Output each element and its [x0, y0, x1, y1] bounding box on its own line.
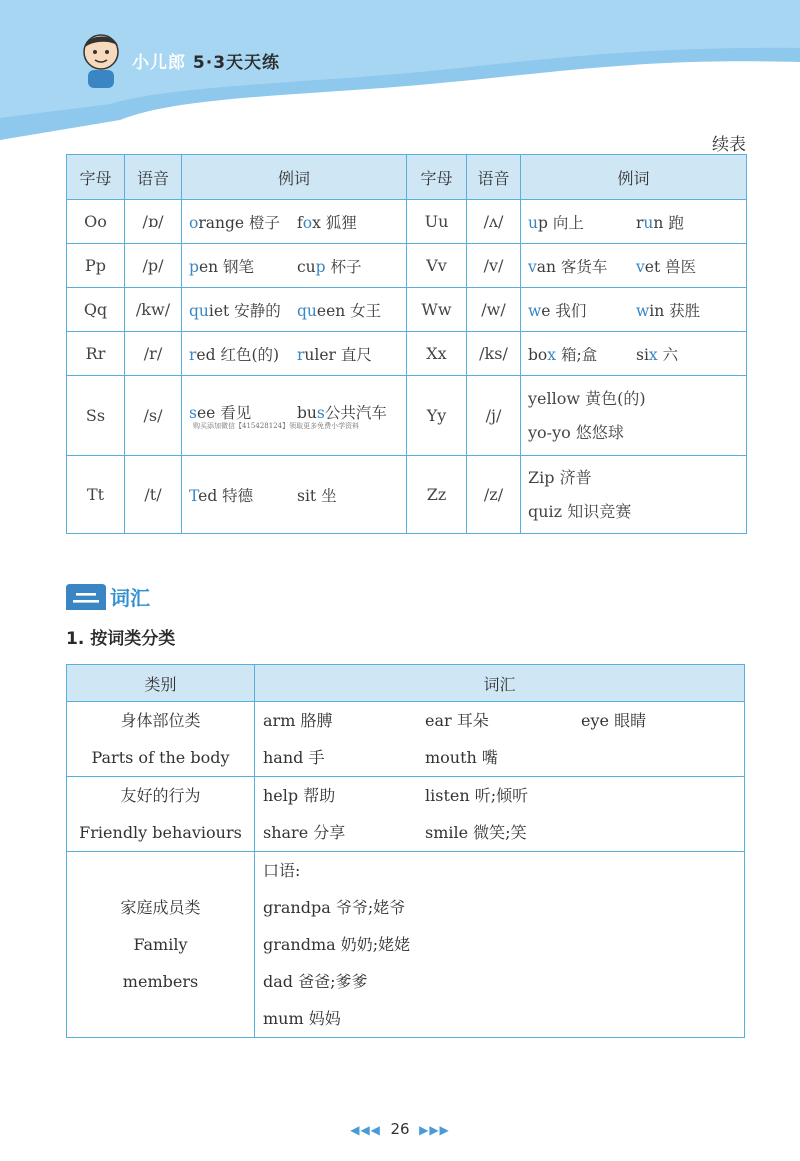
- vocab-word: mouth 嘴: [425, 748, 498, 767]
- sound-cell: /s/: [125, 376, 182, 456]
- word-rest: 箱;盒: [556, 345, 598, 364]
- word-prefix: qui: [528, 501, 554, 521]
- category-label: 友好的行为: [120, 786, 201, 805]
- brand-logo: [132, 48, 280, 73]
- category-cell: [67, 852, 255, 1038]
- word-rest: 知识竞赛: [562, 501, 632, 521]
- example-cell: [182, 332, 407, 376]
- category-label: Parts of the body: [91, 748, 230, 767]
- word-rest: e 我们: [541, 301, 587, 320]
- example-word: [528, 299, 636, 321]
- word-rest: range 橙子: [198, 213, 280, 232]
- word-rest: ed 红色(的): [196, 345, 280, 364]
- sound-cell: /ʌ/: [467, 200, 521, 244]
- word-prefix: r: [636, 213, 644, 232]
- phonics-row: [67, 288, 747, 332]
- word-highlight: y: [528, 388, 538, 408]
- vocab-word: help 帮助: [263, 786, 336, 805]
- word-line: [263, 777, 744, 814]
- brand-name: 小儿郎: [132, 53, 186, 73]
- example-word: [528, 382, 746, 416]
- word-highlight: u: [528, 213, 538, 232]
- example-cell: [182, 456, 407, 534]
- vocab-word: smile 微笑;笑: [425, 823, 527, 842]
- word-prefix: cu: [297, 257, 316, 276]
- word-highlight: w: [636, 301, 650, 320]
- header-letter: 字母: [67, 155, 125, 200]
- brand-series-name: 天天练: [226, 53, 281, 73]
- brand-series-num: 5·3: [192, 53, 227, 73]
- example-word: [297, 484, 405, 506]
- word-prefix: si: [636, 345, 649, 364]
- example-cell: [521, 376, 747, 456]
- category-cell: [67, 702, 255, 777]
- header-words: 词汇: [255, 665, 745, 702]
- header-example: 例词: [521, 155, 747, 200]
- sound-cell: /j/: [467, 376, 521, 456]
- letter-cell: Ss: [67, 376, 125, 456]
- phonics-row: [67, 200, 747, 244]
- example-word: [297, 211, 405, 233]
- vocab-word: grandma 奶奶;姥姥: [263, 935, 411, 954]
- word-highlight: o: [189, 213, 199, 232]
- word-highlight: v: [636, 257, 645, 276]
- example-word: [528, 461, 746, 495]
- category-label: Friendly behaviours: [79, 823, 242, 842]
- word-highlight: z: [553, 501, 563, 521]
- example-word: [189, 211, 297, 233]
- vocab-table: [66, 664, 745, 1038]
- example-cell: [521, 288, 747, 332]
- vocab-header-row: [67, 665, 745, 702]
- word-highlight: x: [648, 345, 658, 364]
- continued-label: 续表: [712, 135, 746, 155]
- word-highlight: y: [528, 422, 538, 442]
- word-highlight: T: [189, 486, 199, 505]
- page-number: 26: [390, 1120, 410, 1138]
- word-rest: an 客货车: [536, 257, 608, 276]
- letter-cell: Rr: [67, 332, 125, 376]
- word-rest: et 兽医: [644, 257, 697, 276]
- vocab-word: ear 耳朵: [425, 711, 489, 730]
- example-word: [297, 401, 405, 423]
- word-line: [263, 852, 744, 889]
- vocab-word: listen 听;倾听: [425, 786, 529, 805]
- word-highlight: w: [528, 301, 542, 320]
- word-rest: ee 看见: [196, 403, 252, 422]
- example-word: [636, 299, 744, 321]
- word-prefix: bu: [297, 403, 317, 422]
- example-word: [189, 299, 297, 321]
- words-cell: [255, 777, 745, 852]
- letter-cell: Ww: [407, 288, 467, 332]
- phonics-row: [67, 244, 747, 288]
- category-label: members: [122, 972, 199, 991]
- word-prefix: f: [297, 213, 303, 232]
- example-word: [528, 211, 636, 233]
- vocab-row: [67, 777, 745, 852]
- sound-cell: /r/: [125, 332, 182, 376]
- letter-cell: Tt: [67, 456, 125, 534]
- example-word: [528, 416, 746, 450]
- word-highlight: qu: [297, 301, 317, 320]
- word-highlight: v: [528, 257, 537, 276]
- vocab-word: arm 胳膊: [263, 711, 333, 730]
- word-rest: o-yo 悠悠球: [537, 422, 624, 442]
- example-word: [189, 484, 297, 506]
- vocab-word: dad 爸爸;爹爹: [263, 972, 368, 991]
- example-word: [636, 255, 744, 277]
- word-rest: 公共汽车: [324, 403, 387, 422]
- example-stack: [528, 461, 746, 529]
- example-cell: [182, 200, 407, 244]
- word-highlight: u: [643, 213, 654, 232]
- word-prefix: bo: [528, 345, 548, 364]
- word-rest: n 跑: [653, 213, 684, 232]
- letter-cell: Xx: [407, 332, 467, 376]
- word-prefix: sit 坐: [297, 486, 337, 505]
- letter-cell: Vv: [407, 244, 467, 288]
- section-number-badge: [66, 584, 106, 610]
- example-word: [528, 495, 746, 529]
- words-cell: [255, 702, 745, 777]
- word-highlight: r: [189, 345, 197, 364]
- vocab-row: [67, 852, 745, 1038]
- category-label: 家庭成员类: [120, 898, 201, 917]
- sound-cell: /w/: [467, 288, 521, 332]
- example-cell: [521, 456, 747, 534]
- sound-cell: /p/: [125, 244, 182, 288]
- vocab-word: eye 眼睛: [581, 711, 647, 730]
- vocab-word: 口语:: [263, 861, 301, 880]
- word-highlight: p: [315, 257, 326, 276]
- example-cell: [182, 244, 407, 288]
- letter-cell: Oo: [67, 200, 125, 244]
- word-line: [263, 739, 744, 776]
- example-cell: [182, 376, 407, 456]
- word-rest: 杯子: [325, 257, 362, 276]
- next-arrows-icon: ▶▶▶: [419, 1123, 450, 1137]
- example-word: [189, 343, 297, 365]
- example-word: [189, 255, 297, 277]
- phonics-row: [67, 456, 747, 534]
- header-sound: 语音: [125, 155, 182, 200]
- page-footer: [0, 1120, 800, 1138]
- mascot-icon: [78, 30, 124, 90]
- category-cell: [67, 777, 255, 852]
- phonics-table: [66, 154, 747, 534]
- example-word: [297, 255, 405, 277]
- header-sound: 语音: [467, 155, 521, 200]
- example-word: [528, 343, 636, 365]
- header-letter: 字母: [407, 155, 467, 200]
- word-rest: ellow 黄色(的): [537, 388, 646, 408]
- word-rest: 六: [657, 345, 679, 364]
- phonics-row: [67, 376, 747, 456]
- example-word: [636, 343, 744, 365]
- example-word: [636, 211, 744, 233]
- vocab-word: share 分享: [263, 823, 346, 842]
- example-cell: [521, 332, 747, 376]
- category-label: 身体部位类: [120, 711, 201, 730]
- sound-cell: /v/: [467, 244, 521, 288]
- word-line: [263, 814, 744, 851]
- letter-cell: Yy: [407, 376, 467, 456]
- category-label: Family: [133, 935, 188, 954]
- sound-cell: /kw/: [125, 288, 182, 332]
- section-subtitle: 1. 按词类分类: [66, 629, 176, 649]
- word-line: [263, 702, 744, 739]
- prev-arrows-icon: ◀◀◀: [350, 1123, 381, 1137]
- word-line: [263, 963, 744, 1000]
- word-highlight: Z: [528, 467, 540, 487]
- example-word: [297, 299, 405, 321]
- header-category: 类别: [67, 665, 255, 702]
- example-stack: [528, 382, 746, 450]
- word-rest: een 女王: [316, 301, 382, 320]
- word-rest: uler 直尺: [304, 345, 372, 364]
- vocab-row: [67, 702, 745, 777]
- example-cell: [182, 288, 407, 332]
- phonics-header-row: [67, 155, 747, 200]
- letter-cell: Pp: [67, 244, 125, 288]
- sound-cell: /t/: [125, 456, 182, 534]
- word-highlight: o: [302, 213, 313, 232]
- word-line: [263, 926, 744, 963]
- word-rest: iet 安静的: [208, 301, 281, 320]
- example-word: [189, 401, 297, 423]
- word-highlight: r: [297, 345, 305, 364]
- word-highlight: qu: [189, 301, 209, 320]
- word-highlight: p: [189, 257, 199, 276]
- word-rest: en 钢笔: [198, 257, 255, 276]
- example-word: [297, 343, 405, 365]
- word-highlight: s: [316, 403, 325, 422]
- words-cell: [255, 852, 745, 1038]
- word-rest: x 狐狸: [312, 213, 357, 232]
- phonics-row: [67, 332, 747, 376]
- word-rest: in 获胜: [649, 301, 701, 320]
- word-line: [263, 889, 744, 926]
- letter-cell: Uu: [407, 200, 467, 244]
- watermark-note: 购买添加微信【415428124】领取更多免费小学资料: [193, 421, 360, 430]
- vocab-word: hand 手: [263, 748, 325, 767]
- word-highlight: x: [547, 345, 557, 364]
- example-cell: [521, 244, 747, 288]
- word-line: [263, 1000, 744, 1037]
- sound-cell: /z/: [467, 456, 521, 534]
- header-example: 例词: [182, 155, 407, 200]
- vocab-word: mum 妈妈: [263, 1009, 341, 1028]
- vocab-word: grandpa 爷爷;姥爷: [263, 898, 406, 917]
- example-cell: [521, 200, 747, 244]
- word-highlight: s: [189, 403, 197, 422]
- word-rest: ip 济普: [539, 467, 592, 487]
- word-rest: p 向上: [537, 213, 584, 232]
- sound-cell: /ɒ/: [125, 200, 182, 244]
- example-word: [528, 255, 636, 277]
- letter-cell: Zz: [407, 456, 467, 534]
- section-title: 词汇: [110, 586, 150, 610]
- letter-cell: Qq: [67, 288, 125, 332]
- word-rest: ed 特德: [198, 486, 254, 505]
- sound-cell: /ks/: [467, 332, 521, 376]
